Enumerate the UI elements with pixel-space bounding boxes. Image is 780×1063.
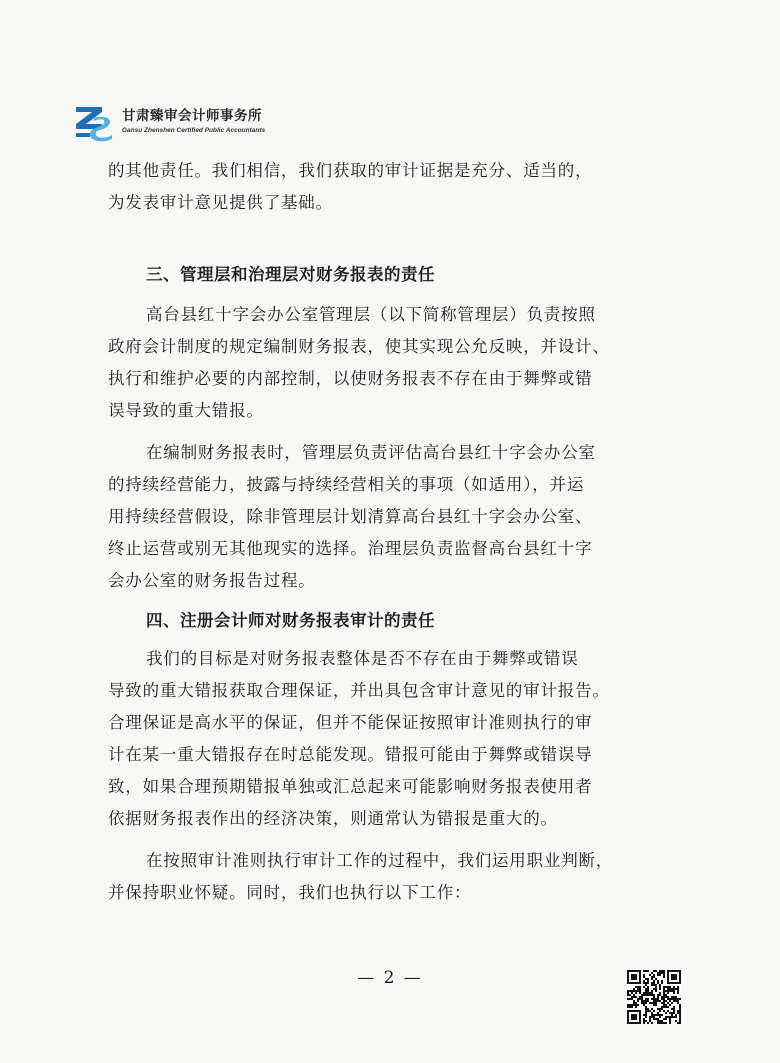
text-line: 的持续经营能力，披露与持续经营相关的事项（如适用），并运 bbox=[108, 475, 585, 494]
text-line: 计在某一重大错报存在时总能发现。错报可能由于舞弊或错误导 bbox=[108, 745, 593, 764]
text-line: 并保持职业怀疑。同时，我们也执行以下工作： bbox=[108, 883, 472, 902]
text-line: 导致的重大错报获取合理保证，并出具包含审计意见的审计报告。 bbox=[108, 681, 610, 700]
text-line: 执行和维护必要的内部控制，以使财务报表不存在由于舞弊或错 bbox=[108, 369, 593, 388]
firm-name-cn: 甘肃臻审会计师事务所 bbox=[122, 108, 262, 124]
text-line: 我们的目标是对财务报表整体是否不存在由于舞弊或错误 bbox=[146, 649, 579, 668]
letterhead bbox=[72, 100, 265, 144]
firm-name-block bbox=[122, 108, 265, 136]
text-line: 依据财务报表作出的经济决策，则通常认为错报是重大的。 bbox=[108, 809, 558, 828]
zs-logo-icon bbox=[72, 102, 116, 142]
text-line: 在按照审计准则执行审计工作的过程中，我们运用职业判断， bbox=[146, 851, 614, 870]
firm-name-en: Gansu Zhenshen Certified Public Accountants bbox=[122, 127, 266, 134]
text-line: 的其他责任。我们相信，我们获取的审计证据是充分、适当的， bbox=[108, 161, 593, 180]
text-line: 误导致的重大错报。 bbox=[108, 401, 264, 420]
text-line: 终止运营或别无其他现实的选择。治理层负责监督高台县红十字 bbox=[108, 539, 593, 558]
section-heading: 四、注册会计师对财务报表审计的责任 bbox=[146, 611, 435, 630]
qr-code-icon bbox=[627, 970, 681, 1024]
text-line: 用持续经营假设，除非管理层计划清算高台县红十字会办公室、 bbox=[108, 507, 593, 526]
page-number: — 2 — bbox=[357, 968, 423, 988]
text-line: 会办公室的财务报告过程。 bbox=[108, 571, 316, 590]
text-line: 高台县红十字会办公室管理层（以下简称管理层）负责按照 bbox=[146, 305, 596, 324]
text-line: 在编制财务报表时，管理层负责评估高台县红十字会办公室 bbox=[146, 443, 596, 462]
report-body bbox=[108, 155, 688, 909]
section-heading: 三、管理层和治理层对财务报表的责任 bbox=[146, 265, 435, 284]
text-line: 为发表审计意见提供了基础。 bbox=[108, 193, 333, 212]
text-line: 致，如果合理预期错报单独或汇总起来可能影响财务报表使用者 bbox=[108, 777, 593, 796]
text-line: 合理保证是高水平的保证，但并不能保证按照审计准则执行的审 bbox=[108, 713, 593, 732]
text-line: 政府会计制度的规定编制财务报表，使其实现公允反映，并设计、 bbox=[108, 337, 610, 356]
